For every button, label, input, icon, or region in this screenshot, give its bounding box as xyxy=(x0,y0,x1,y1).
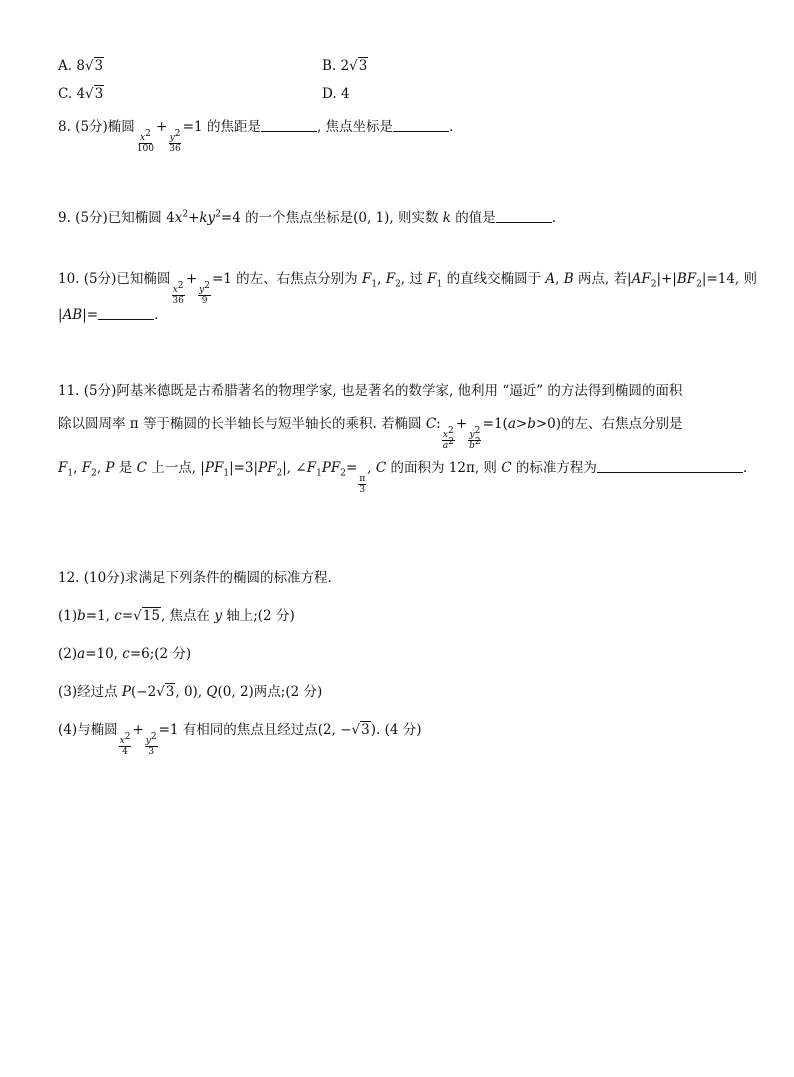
q11-PF: PF xyxy=(258,460,277,476)
sqrt-symbol: √ xyxy=(133,608,142,624)
question-12-part-1 xyxy=(58,610,295,624)
q12-title-text: 12. (10分)求满足下列条件的椭圆的标准方程. xyxy=(58,570,332,586)
question-12-title xyxy=(58,572,332,586)
q12-Q: Q xyxy=(206,684,218,700)
q10-sub1: 1 xyxy=(436,279,443,290)
q11-colon: : xyxy=(436,416,441,432)
q8-frac2-num: y xyxy=(169,133,175,143)
q11-line-2-a: 除以圆周率 π 等于椭圆的长半轴长与短半轴长的乘积. 若椭圆 xyxy=(58,416,426,432)
q9-y: y xyxy=(207,210,216,226)
q11-cond: =1( xyxy=(482,416,508,432)
question-11-line-2 xyxy=(58,418,683,451)
answer-blank xyxy=(597,460,743,473)
q9-end: . xyxy=(551,210,557,226)
q12-p1-d: , 焦点在 xyxy=(160,608,215,624)
q11-comma: , xyxy=(96,460,106,476)
q11-plus: + xyxy=(455,416,468,432)
q10-B: B xyxy=(563,271,574,287)
q11-F: F xyxy=(306,460,317,476)
q10-t4: 两点, 若| xyxy=(573,271,632,287)
sqrt-symbol: √ xyxy=(84,58,94,74)
q12-y: y xyxy=(214,608,222,624)
option-c-radicand: 3 xyxy=(94,86,104,102)
sqrt-symbol: √ xyxy=(85,86,94,102)
q11-sub1: 1 xyxy=(223,468,230,479)
q12-p1-b: =1, xyxy=(85,608,115,624)
q10-t2: , 过 xyxy=(400,271,428,287)
option-a-coef: 8 xyxy=(76,58,85,74)
answer-blank xyxy=(393,119,449,132)
q11-t4: |, ∠ xyxy=(282,460,307,476)
q11-C: C xyxy=(501,460,512,476)
q12-p3-a: (3)经过点 xyxy=(58,684,122,700)
q10-lead: 10. (5分)已知椭圆 xyxy=(58,271,171,287)
q10-sub1: 1 xyxy=(371,279,378,290)
q10-t6: |=14, 则 xyxy=(701,271,758,287)
q10-fraction-y: $\frac{y^2}{9}$ xyxy=(199,281,210,306)
q11-t7: 的标准方程为 xyxy=(511,460,597,476)
q12-p1-e: 轴上;(2 分) xyxy=(221,608,295,624)
q11-P: P xyxy=(105,460,115,476)
q8-lead: 8. (5分)椭圆 xyxy=(58,119,135,135)
option-c-label: C. xyxy=(58,86,77,102)
q8-fraction-x: $\frac{x^2}{100}$ xyxy=(136,129,154,154)
answer-blank xyxy=(496,210,552,223)
answer-blank xyxy=(261,119,317,132)
q12-p2-a: (2) xyxy=(58,646,78,662)
q11-pi: π xyxy=(359,474,366,484)
q12-fraction-x: $\frac{x^2}{4}$ xyxy=(119,732,131,757)
q12-c: c xyxy=(122,646,130,662)
option-b xyxy=(322,60,368,74)
q11-a: a xyxy=(507,416,516,432)
q8-mid: 的焦距是 xyxy=(202,119,261,135)
q10-plus: + xyxy=(185,271,198,287)
option-b-radicand: 3 xyxy=(358,58,368,74)
q10-f1n: x xyxy=(172,285,178,295)
q10-f2n: y xyxy=(199,285,205,295)
q11-gt: > xyxy=(515,416,528,432)
q10-AB: AB xyxy=(62,307,83,323)
q11-t6: 的面积为 12π, 则 xyxy=(386,460,502,476)
option-a-radicand: 3 xyxy=(94,58,104,74)
q11-comma: , xyxy=(73,460,82,476)
q8-eq: =1 xyxy=(182,119,203,135)
q10-t5: |+| xyxy=(656,271,677,287)
q10-comma: , xyxy=(377,271,386,287)
option-c xyxy=(58,88,104,102)
q11-sub1: 1 xyxy=(316,468,322,479)
q12-p4-c: ). (4 分) xyxy=(370,722,422,738)
q8-plus: + xyxy=(155,119,168,135)
option-d xyxy=(322,88,350,102)
q11-F: F xyxy=(58,460,68,476)
q11-F: F xyxy=(330,460,341,476)
q12-p3-b: (−2 xyxy=(131,684,157,700)
answer-blank xyxy=(98,307,154,320)
q10-fraction-x: $\frac{x^2}{36}$ xyxy=(172,281,184,306)
q11-t2: 上一点, | xyxy=(146,460,205,476)
q12-f1n: x xyxy=(119,736,125,746)
q10-t3: 的直线交椭圆于 xyxy=(442,271,546,287)
q10-eq: =1 xyxy=(211,271,232,287)
q9-k2: k xyxy=(442,210,451,226)
q11-fyn: y xyxy=(469,430,475,440)
q10-F: F xyxy=(385,271,396,287)
q11-PF: PF xyxy=(204,460,224,476)
q10-sub2: 2 xyxy=(395,279,401,290)
q9-plus: + xyxy=(188,210,200,226)
question-12-part-4 xyxy=(58,724,422,757)
q9-lead: 9. (5分)已知椭圆 4 xyxy=(58,210,175,226)
q11-fxd: a xyxy=(442,441,449,451)
q10-sub2: 2 xyxy=(696,279,702,290)
q11-t5: , xyxy=(367,460,376,476)
q9-k: k xyxy=(199,210,208,226)
question-12-part-2 xyxy=(58,648,191,662)
q10-f2d: 9 xyxy=(201,296,208,306)
q11-sub2: 2 xyxy=(276,468,283,479)
q12-plus: + xyxy=(132,722,144,738)
option-b-label: B. xyxy=(322,58,341,74)
q11-t1: 是 xyxy=(114,460,137,476)
question-11-line-3 xyxy=(58,460,747,495)
q12-radicand-15: 15 xyxy=(142,608,160,624)
q11-fxn: x xyxy=(442,430,448,440)
q12-f2d: 3 xyxy=(148,747,155,757)
q10-sub2: 2 xyxy=(650,279,657,290)
question-9: 9. (5分)已知椭圆 $4x^2+ky^2=4$ 的一个焦点坐标是(0, 1), 则实数 k 的值是 . xyxy=(58,209,557,226)
question-8 xyxy=(58,119,453,154)
question-12-part-3 xyxy=(58,686,322,700)
q11-P: P xyxy=(321,460,331,476)
q9-x: x xyxy=(174,210,183,226)
q11-F: F xyxy=(81,460,92,476)
q12-radicand-3: 3 xyxy=(165,684,175,700)
q8-frac1-num: x xyxy=(139,133,146,143)
q11-fyd: b xyxy=(469,441,475,451)
q12-f1d: 4 xyxy=(122,747,128,757)
q11-fraction-pi xyxy=(358,474,366,495)
q8-mid2: , 焦点坐标是 xyxy=(316,119,394,135)
q12-a: a xyxy=(77,646,86,662)
sqrt-symbol: √ xyxy=(156,684,165,700)
q8-frac1-den: 100 xyxy=(136,144,154,154)
q12-f2n: y xyxy=(145,736,151,746)
q12-p4-a: (4)与椭圆 xyxy=(58,722,118,738)
q10-t1: 的左、右焦点分别为 xyxy=(231,271,362,287)
q12-p3-c: , 0), xyxy=(175,684,207,700)
q10-AF: AF xyxy=(631,271,651,287)
q11-b: b xyxy=(527,416,536,432)
q10-end: . xyxy=(154,307,159,323)
q12-p1-c: = xyxy=(121,608,134,624)
q11-sub2: 2 xyxy=(91,468,97,479)
q12-b: b xyxy=(77,608,86,624)
q12-p4-b: =1 有相同的焦点且经过点(2, − xyxy=(158,722,352,738)
option-c-coef: 4 xyxy=(76,86,86,102)
q10-line2-eq: |= xyxy=(82,307,99,323)
q12-p4-radicand: 3 xyxy=(361,722,370,738)
q10-F: F xyxy=(427,271,437,287)
option-b-coef: 2 xyxy=(340,58,350,74)
q11-t3: |=3| xyxy=(229,460,259,476)
option-a-label: A. xyxy=(58,58,77,74)
q11-sub2: 2 xyxy=(340,468,347,479)
q8-frac2-den: 36 xyxy=(169,144,181,154)
option-d-label: D. xyxy=(322,86,341,102)
q12-p2-b: =10, xyxy=(85,646,123,662)
q9-eq: =4 的一个焦点坐标是(0, 1), 则实数 xyxy=(220,210,443,226)
q10-BF: BF xyxy=(676,271,697,287)
sqrt-symbol: √ xyxy=(351,722,361,738)
q10-abs-open: | xyxy=(58,307,63,323)
q11-C: C xyxy=(136,460,147,476)
q11-end: . xyxy=(742,460,748,476)
question-11-line-1 xyxy=(58,385,682,399)
question-10-line-1: 10. (5分)已知椭圆 $\frac{x^2}{36}$ + $\frac{y^2}{9}$ =1 的左、右焦点分别为 $F_1$, $F_2$, 过 $F_1$ 的直线交椭圆于 A, B 两点, 若$|AF_2|+|BF_2|=14$, 则 xyxy=(58,271,758,306)
q11-line-1-text: 11. (5分)阿基米德既是古希腊著名的物理学家, 也是著名的数学家, 他利用 “逼近” 的方法得到椭圆的面积 xyxy=(58,383,683,399)
q11-gt0: >0) xyxy=(535,416,562,432)
q11-line-2-b: 的左、右焦点分别是 xyxy=(561,416,683,432)
q11-C: C xyxy=(425,416,437,432)
q11-C: C xyxy=(375,460,387,476)
q12-fraction-y: $\frac{y^2}{3}$ xyxy=(145,732,157,757)
q8-end: . xyxy=(449,119,454,135)
q12-c: c xyxy=(114,608,122,624)
q11-fraction-y: $\frac{y^2}{b^2}$ xyxy=(469,426,481,451)
option-d-value: 4 xyxy=(340,86,350,102)
q11-sub1: 1 xyxy=(67,468,74,479)
q10-F: F xyxy=(361,271,372,287)
q9-tail: 的值是 xyxy=(450,210,496,226)
option-a xyxy=(58,60,104,74)
q12-p2-c: =6;(2 分) xyxy=(129,646,192,662)
sqrt-symbol: √ xyxy=(349,58,358,74)
q12-p3-d: (0, 2)两点;(2 分) xyxy=(217,684,323,700)
question-10-line-2 xyxy=(58,307,158,323)
q11-angle-eq: = xyxy=(346,460,358,476)
q10-f1d: 36 xyxy=(172,296,184,306)
q12-p1-a: (1) xyxy=(58,608,78,624)
q11-three: 3 xyxy=(359,485,366,495)
q8-fraction-y: $\frac{y^2}{36}$ xyxy=(169,129,181,154)
q12-P: P xyxy=(121,684,132,700)
q10-A: A xyxy=(545,271,556,287)
q11-fraction-x: $\frac{x^2}{a^2}$ xyxy=(442,426,454,451)
